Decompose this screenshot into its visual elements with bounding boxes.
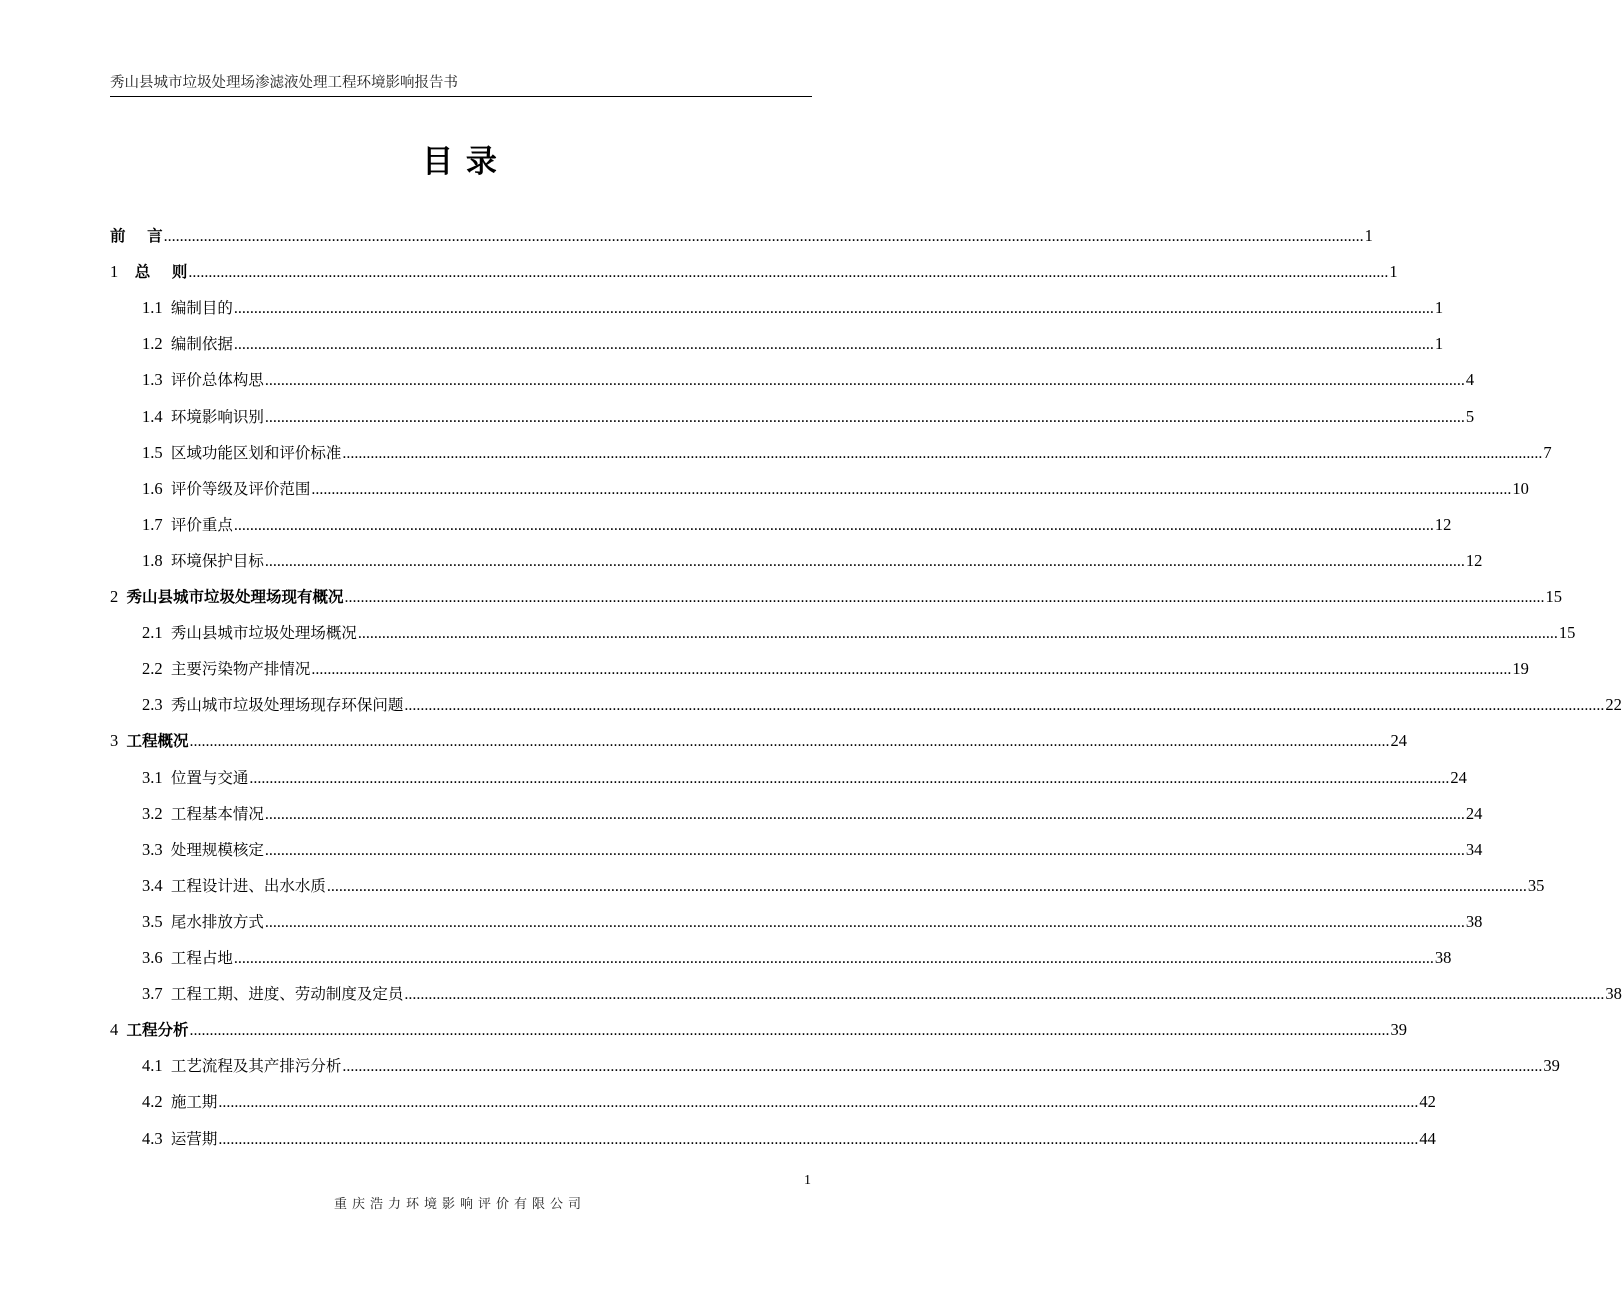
toc-label: 位置与交通	[170, 768, 249, 787]
toc-number: 1.4	[142, 406, 171, 426]
toc-page: 38	[1465, 911, 1483, 931]
toc-leader: ............................................................................................................................................................................................................................................................................................................	[264, 841, 1465, 859]
toc-leader: ............................................................................................................................................................................................................................................................................................................	[189, 733, 1390, 751]
toc-leader: ............................................................................................................................................................................................................................................................................................................	[233, 336, 1434, 354]
toc-label: 环境影响识别	[170, 407, 264, 426]
page-number: 1	[804, 1173, 811, 1188]
toc-page: 1	[1434, 298, 1444, 318]
toc-number: 2.2	[142, 659, 171, 679]
toc-number: 1.7	[142, 514, 171, 534]
running-header	[110, 66, 812, 97]
toc-label: 工程工期、进度、劳动制度及定员	[170, 985, 404, 1004]
toc-entry[interactable]	[142, 838, 1483, 862]
toc-page: 39	[1543, 1056, 1560, 1076]
toc-page: 19	[1512, 659, 1529, 679]
toc-entry[interactable]	[110, 585, 1563, 609]
toc-leader: ............................................................................................................................................................................................................................................................................................................	[264, 552, 1465, 570]
toc-page: 12	[1465, 550, 1483, 570]
toc-entry[interactable]	[142, 766, 1467, 790]
toc-number: 1.3	[142, 370, 171, 390]
toc-number: 1.2	[142, 334, 171, 354]
toc-entry[interactable]	[142, 549, 1483, 573]
toc-page: 34	[1465, 839, 1483, 859]
toc-label: 区域功能区划和评价标准	[170, 443, 342, 462]
toc-page: 35	[1527, 875, 1545, 895]
toc-leader: ............................................................................................................................................................................................................................................................................................................	[311, 661, 1512, 679]
toc-leader: ............................................................................................................................................................................................................................................................................................................	[326, 877, 1527, 895]
toc-label: 环境保护目标	[170, 551, 264, 570]
toc-entry[interactable]	[142, 1054, 1560, 1078]
toc-label: 处理规模核定	[170, 840, 264, 859]
toc-number: 2.1	[142, 623, 171, 643]
toc-entry[interactable]	[142, 910, 1483, 934]
toc-entry[interactable]	[142, 1127, 1436, 1151]
toc-number: 2.3	[142, 695, 171, 715]
toc-entry[interactable]	[142, 657, 1529, 681]
toc-number: 4.2	[142, 1092, 171, 1112]
toc-entry[interactable]	[142, 946, 1452, 970]
toc-page: 42	[1419, 1092, 1436, 1112]
toc-label: 工程设计进、出水水质	[170, 876, 326, 895]
toc-label: 工程分析	[126, 1021, 189, 1040]
toc-entry[interactable]	[142, 621, 1576, 645]
toc-leader: ............................................................................................................................................................................................................................................................................................................	[342, 444, 1543, 462]
toc-page: 1	[1389, 262, 1398, 282]
toc-label: 总 则	[134, 263, 188, 282]
toc-page: 24	[1450, 767, 1467, 787]
toc-leader: ............................................................................................................................................................................................................................................................................................................	[357, 625, 1558, 643]
toc-label: 编制目的	[170, 299, 233, 318]
toc-number: 1.1	[142, 298, 171, 318]
toc-entry[interactable]	[142, 441, 1552, 465]
toc-label: 评价总体构思	[170, 371, 264, 390]
footer-company: 重庆浩力环境影响评价有限公司	[333, 1197, 586, 1212]
toc-entry[interactable]	[142, 405, 1475, 429]
toc-number: 1.8	[142, 550, 171, 570]
toc-entry[interactable]	[142, 802, 1483, 826]
toc-number: 1	[110, 262, 135, 282]
toc-leader: ............................................................................................................................................................................................................................................................................................................	[404, 697, 1605, 715]
toc-label: 秀山县城市垃圾处理场概况	[170, 624, 357, 643]
toc-number: 3	[110, 731, 127, 751]
toc-entry[interactable]	[110, 224, 1373, 248]
toc-label: 秀山县城市垃圾处理场现有概况	[126, 588, 344, 606]
toc-leader: ............................................................................................................................................................................................................................................................................................................	[264, 372, 1465, 390]
toc-entry[interactable]	[142, 1090, 1436, 1114]
toc-page: 1	[1434, 334, 1444, 354]
toc-leader: ............................................................................................................................................................................................................................................................................................................	[311, 480, 1512, 498]
toc-label: 工程基本情况	[170, 804, 264, 823]
toc-number: 3.2	[142, 803, 171, 823]
toc-number: 4.1	[142, 1056, 171, 1076]
toc-entry[interactable]	[142, 477, 1529, 501]
toc-number: 3.1	[142, 767, 171, 787]
toc-number: 2	[110, 587, 127, 606]
toc-page: 15	[1558, 623, 1576, 643]
toc-number: 4.3	[142, 1128, 171, 1148]
toc-label: 工艺流程及其产排污分析	[170, 1057, 342, 1076]
toc-page: 38	[1605, 984, 1622, 1004]
toc-page: 38	[1434, 948, 1452, 967]
toc-number: 1.6	[142, 478, 171, 498]
toc-entry[interactable]	[142, 332, 1444, 356]
toc-page: 24	[1390, 731, 1408, 751]
toc-label: 主要污染物产排情况	[170, 660, 311, 679]
toc-label: 编制依据	[170, 335, 233, 354]
toc-leader: ............................................................................................................................................................................................................................................................................................................	[233, 516, 1434, 534]
toc-page: 4	[1465, 370, 1475, 390]
toc-label: 施工期	[170, 1093, 218, 1112]
toc-page: 10	[1512, 478, 1529, 498]
toc-label: 工程占地	[170, 949, 233, 967]
toc-label: 评价重点	[170, 515, 233, 534]
toc-entry[interactable]	[110, 1018, 1408, 1042]
toc-entry[interactable]	[142, 982, 1622, 1006]
toc-entry[interactable]	[142, 693, 1622, 717]
toc-entry[interactable]	[110, 260, 1398, 284]
toc-page: 7	[1543, 442, 1552, 462]
toc-number: 3.7	[142, 984, 171, 1004]
toc-label: 评价等级及评价范围	[170, 479, 311, 498]
toc-number: 4	[110, 1020, 127, 1040]
toc-page: 12	[1434, 514, 1452, 534]
page-title: 目 录	[422, 144, 498, 180]
toc-leader: ............................................................................................................................................................................................................................................................................................................	[233, 300, 1434, 318]
toc-number: 1.5	[142, 442, 171, 462]
toc-leader: ............................................................................................................................................................................................................................................................................................................	[342, 1058, 1543, 1076]
toc-leader: ............................................................................................................................................................................................................................................................................................................	[264, 408, 1465, 426]
toc-label: 前 言	[110, 227, 163, 245]
toc-leader: ............................................................................................................................................................................................................................................................................................................	[264, 805, 1465, 823]
toc-leader: ............................................................................................................................................................................................................................................................................................................	[233, 950, 1434, 967]
toc-page: 5	[1465, 406, 1475, 426]
toc-leader: ............................................................................................................................................................................................................................................................................................................	[344, 589, 1545, 606]
toc-page: 1	[1364, 226, 1373, 245]
toc-label: 尾水排放方式	[170, 912, 264, 931]
toc-leader: ............................................................................................................................................................................................................................................................................................................	[218, 1130, 1419, 1148]
toc-number: 3.5	[142, 911, 171, 931]
toc-entry[interactable]	[142, 513, 1452, 537]
toc-entry[interactable]	[142, 874, 1545, 898]
toc-entry[interactable]	[142, 368, 1475, 392]
toc-leader: ............................................................................................................................................................................................................................................................................................................	[188, 264, 1389, 282]
toc-page: 44	[1419, 1128, 1436, 1148]
toc-entry[interactable]	[110, 729, 1408, 753]
toc-page: 39	[1390, 1020, 1408, 1040]
toc-label: 工程概况	[126, 732, 189, 751]
toc-number: 3.6	[142, 948, 171, 967]
toc-leader: ............................................................................................................................................................................................................................................................................................................	[404, 986, 1605, 1004]
toc-leader: ............................................................................................................................................................................................................................................................................................................	[189, 1022, 1390, 1040]
toc-page: 24	[1465, 803, 1483, 823]
toc-leader: ............................................................................................................................................................................................................................................................................................................	[163, 228, 1364, 245]
toc-entry[interactable]	[142, 296, 1444, 320]
toc-label: 秀山城市垃圾处理场现存环保问题	[170, 696, 404, 715]
toc-leader: ............................................................................................................................................................................................................................................................................................................	[249, 769, 1450, 787]
toc-number: 3.4	[142, 875, 171, 895]
toc-page: 22	[1605, 695, 1622, 715]
header-title: 秀山县城市垃圾处理场渗滤液处理工程环境影响报告书	[110, 75, 458, 91]
toc-label: 运营期	[170, 1129, 218, 1148]
toc-leader: ............................................................................................................................................................................................................................................................................................................	[218, 1094, 1419, 1112]
toc-number: 3.3	[142, 839, 171, 859]
toc-page: 15	[1545, 587, 1563, 606]
toc-leader: ............................................................................................................................................................................................................................................................................................................	[264, 913, 1465, 931]
